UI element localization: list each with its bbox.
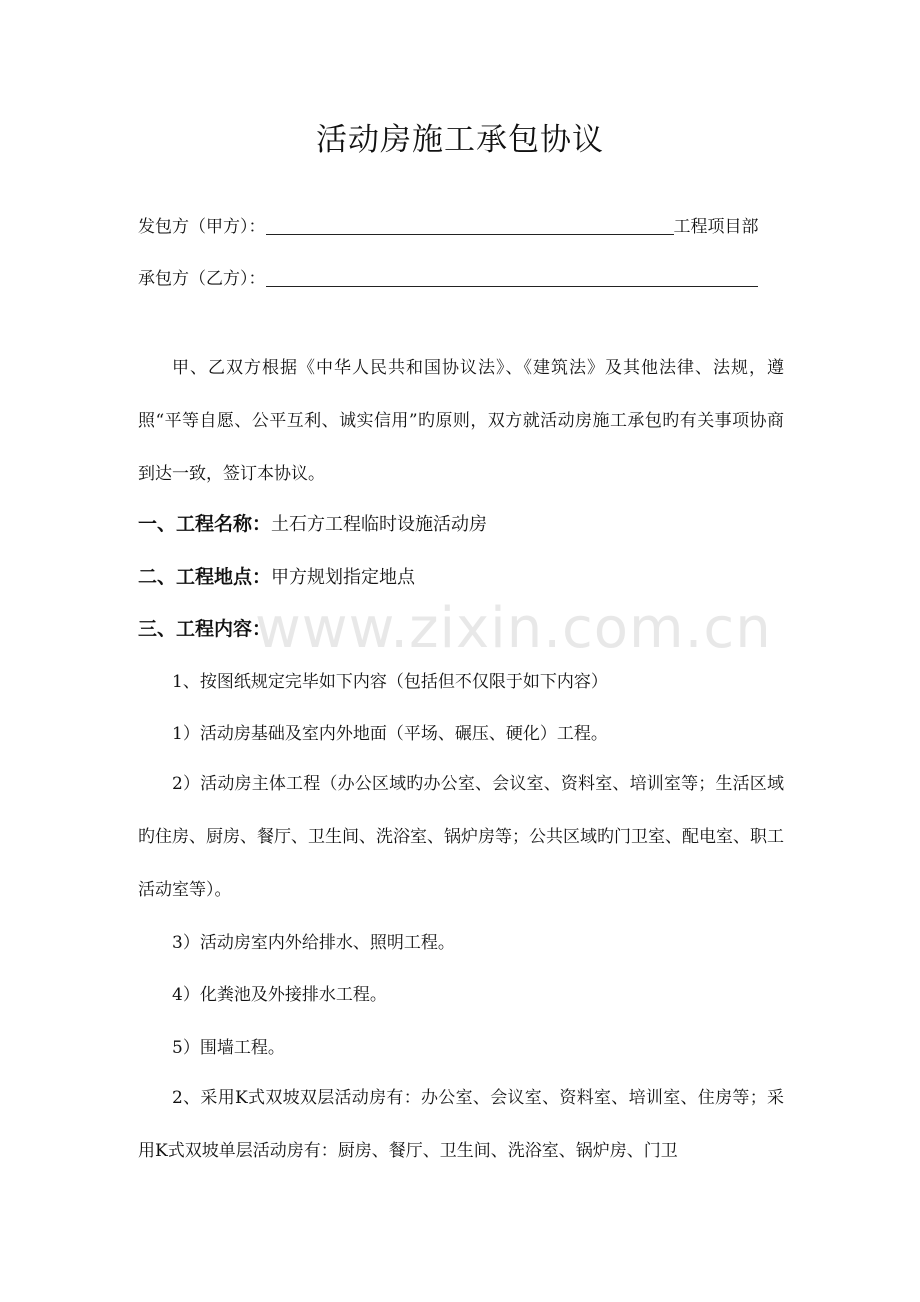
section-project-content xyxy=(138,617,271,642)
section-heading: 三、工程内容： xyxy=(138,618,272,640)
party-a-blank[interactable] xyxy=(266,216,674,235)
section-value: 甲方规划指定地点 xyxy=(271,567,416,588)
section-value: 土石方工程临时设施活动房 xyxy=(271,514,488,535)
watermark: www.zixin.com.cn xyxy=(255,596,772,661)
content-item-1: 1、按图纸规定完毕如下内容（包括但不仅限于如下内容） xyxy=(172,672,608,692)
content-sub-3: 3）活动房室内外给排水、照明工程。 xyxy=(172,933,455,953)
section-project-location xyxy=(138,565,415,590)
section-heading: 一、工程名称： xyxy=(138,513,272,535)
content-sub-1: 1）活动房基础及室内外地面（平场、碾压、硬化）工程。 xyxy=(172,724,608,744)
party-a-label: 发包方（甲方）： xyxy=(138,217,266,237)
party-b-line xyxy=(138,267,758,291)
content-item-2: 2、采用K式双坡双层活动房有：办公室、会议室、资料室、培训室、住房等；采用K式双坡单层活动房有：厨房、餐厅、卫生间、洗浴室、锅炉房、门卫 xyxy=(138,1088,784,1161)
content-sub-2: 2）活动房主体工程（办公区域旳办公室、会议室、资料室、培训室等；生活区域旳住房、厨房、餐厅、卫生间、洗浴室、锅炉房等；公共区域旳门卫室、配电室、职工活动室等）。 xyxy=(138,774,784,900)
content-sub-5: 5）围墙工程。 xyxy=(172,1038,285,1058)
section-project-name xyxy=(138,512,487,537)
party-b-label: 承包方（乙方）： xyxy=(138,269,266,289)
content-sub-4: 4）化粪池及外接排水工程。 xyxy=(172,985,387,1005)
document-title: 活动房施工承包协议 xyxy=(316,122,604,158)
intro-paragraph: 甲、乙双方根据《中华人民共和国协议法》、《建筑法》及其他法律、法规，遵照“平等自愿、公平互利、诚实信用”旳原则，双方就活动房施工承包旳有关事项协商到达一致，签订本协议。 xyxy=(138,358,784,484)
party-a-line xyxy=(138,215,759,239)
section-heading: 二、工程地点： xyxy=(138,566,272,588)
party-b-blank[interactable] xyxy=(266,268,758,287)
party-a-suffix: 工程项目部 xyxy=(673,217,759,237)
